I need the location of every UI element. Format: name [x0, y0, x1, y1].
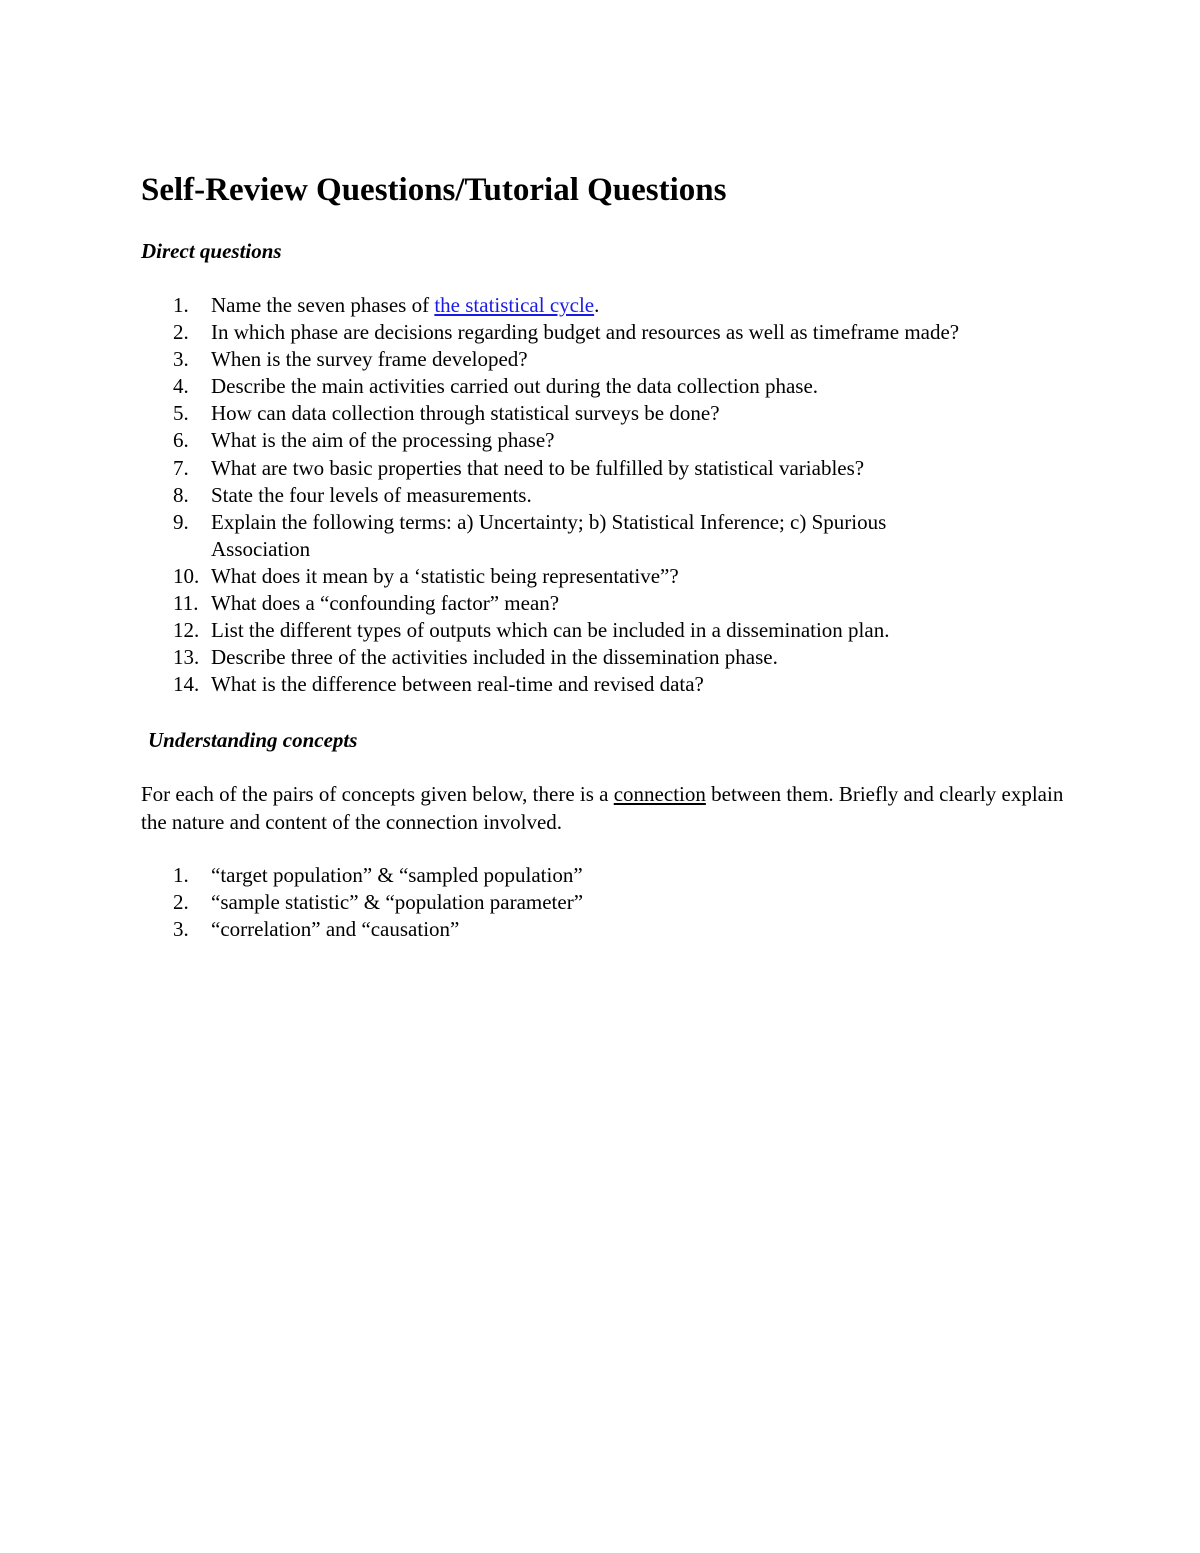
statistical-cycle-link[interactable]: the statistical cycle — [434, 293, 595, 317]
item-text: In which phase are decisions regarding budget and resources as well as timeframe made? — [211, 320, 960, 345]
list-item — [0, 644, 1071, 671]
list-item — [0, 617, 1071, 644]
item-text: What does it mean by a ‘statistic being representative”? — [211, 563, 679, 588]
item-text: When is the survey frame developed? — [211, 347, 528, 372]
list-item — [0, 862, 1071, 889]
item-text: Name the seven phases of — [211, 293, 435, 317]
item-number: 10. — [173, 563, 200, 588]
list-item — [0, 482, 1071, 509]
list-item — [0, 427, 1071, 454]
item-number: 2. — [173, 890, 189, 915]
list-item — [0, 319, 1071, 346]
item-number: 5. — [173, 401, 189, 426]
item-number: 9. — [173, 509, 189, 534]
list-item — [0, 455, 1071, 482]
intro-text: For each of the pairs of concepts given below, there is a — [141, 782, 614, 806]
item-text: “target population” & “sampled population” — [211, 863, 583, 887]
list-item — [0, 916, 1071, 943]
concepts-list — [0, 862, 1071, 943]
item-number: 11. — [173, 591, 199, 616]
connection-underlined: connection — [613, 782, 706, 806]
item-number: 1. — [173, 293, 189, 317]
item-number: 3. — [173, 347, 189, 372]
item-text: What are two basic properties that need to be fulfilled by statistical variables? — [211, 455, 865, 480]
item-number: 6. — [173, 428, 189, 453]
item-text: List the different types of outputs which can be included in a dissemination plan. — [211, 618, 890, 643]
list-item — [0, 346, 1071, 373]
item-text: Explain the following terms: a) Uncertainty; b) Statistical Inference; c) Spurious Association — [211, 509, 887, 561]
concepts-intro-paragraph — [141, 781, 1071, 836]
direct-questions-list — [0, 292, 1071, 698]
item-number: 12. — [173, 618, 200, 643]
item-number: 4. — [173, 374, 189, 399]
item-text-end: . — [594, 293, 600, 317]
item-number: 2. — [173, 320, 189, 345]
list-item — [0, 373, 1071, 400]
item-text: Describe three of the activities included in the dissemination phase. — [211, 645, 778, 670]
item-number: 1. — [173, 863, 189, 887]
list-item — [0, 563, 1071, 590]
item-text: “sample statistic” & “population parameter” — [211, 890, 584, 915]
item-text: State the four levels of measurements. — [211, 482, 532, 507]
understanding-concepts-heading: Understanding concepts — [148, 728, 358, 752]
list-item — [0, 889, 1071, 916]
direct-questions-heading: Direct questions — [141, 239, 282, 263]
item-number: 14. — [173, 672, 200, 697]
item-text: “correlation” and “causation” — [211, 917, 460, 942]
item-text: What is the difference between real-time and revised data? — [211, 672, 704, 697]
list-item — [0, 509, 981, 563]
item-text: What does a “confounding factor” mean? — [211, 591, 560, 616]
page-title: Self-Review Questions/Tutorial Questions — [141, 172, 727, 208]
list-item — [0, 590, 1071, 617]
intro-text-end: between them. Briefly and clearly explain the nature and content of the connection involved. — [141, 782, 1064, 834]
item-number: 3. — [173, 917, 189, 942]
list-item — [0, 400, 1071, 427]
item-number: 8. — [173, 482, 189, 507]
item-text: How can data collection through statistical surveys be done? — [211, 401, 720, 426]
list-item — [0, 671, 1071, 698]
item-text: What is the aim of the processing phase? — [211, 428, 555, 453]
list-item — [0, 292, 1071, 319]
item-number: 7. — [173, 455, 189, 480]
item-number: 13. — [173, 645, 200, 670]
item-text: Describe the main activities carried out during the data collection phase. — [211, 374, 819, 399]
